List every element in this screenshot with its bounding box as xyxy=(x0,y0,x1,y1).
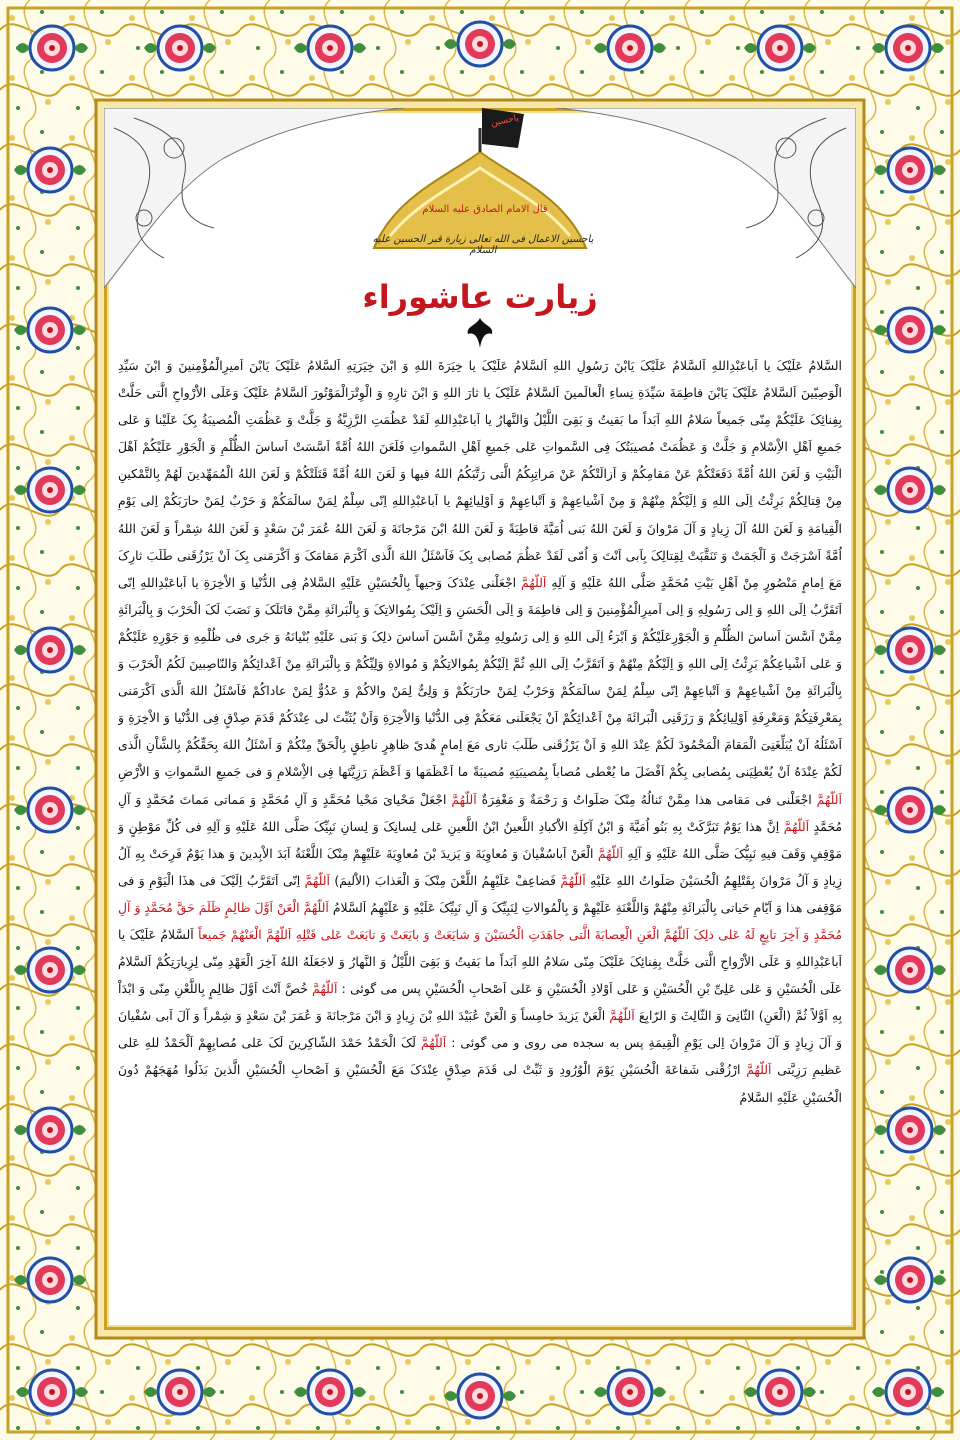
red-phrase: اَللّهُمَّ xyxy=(609,1008,635,1024)
text-segment: اَلسَّلامُ عَلَیْکَ یا اَباعَبْدِاللهِ وَ عَلَی الاَْرْواحِ الَّتی حَلَّتْ بِفِنائِکَ عَلَیْکَ مِنّی سَلامُ اللهِ اَبَداً ما بَقیتُ وَ بَقِیَ اللَّیْلُ وَ النَّهارُ وَ لاجَعَلَهُ اللهُ آخِرَ الْعَهْدِ مِنّی لِزِیارَتِکُمْ اَلسَّلامُ عَلَی الْحُسَیْنِ وَ عَلی عَلِیِّ بْنِ الْحُسَیْنِ وَ عَلی اَوْلادِ الْحُسَیْنِ وَ عَلی اَصْحابِ الْحُسَیْنِ xyxy=(118,926,842,997)
red-phrase: اَللّهُمَّ xyxy=(560,872,586,888)
text-segment: فَضاعِفْ عَلَیْهِمُ اللَّعْنَ مِنْکَ وَ الْعَذابَ (الاَْلیمَ) xyxy=(334,872,556,888)
dome-arc-caption: یاحسین الاعمال فی الله تعالی زیارة قبر الحسین علیه السلام xyxy=(372,234,594,256)
red-phrase: اَللّهُمَّ xyxy=(783,818,810,834)
text-segment: لَکَ الْحَمْدُ حَمْدَ الشّاکِرینَ لَکَ عَلی مُصابِهِمْ اَلْحَمْدُ للهِ عَلی عَظیمِ رَزِیَّتی xyxy=(118,1035,842,1078)
text-segment: اِنَّ هذا یَوْمٌ تَبَرَّکَتْ بِهِ بَنُو اُمَیَّةَ وَ ابْنُ آکِلَةِ الاَْکبادِ اللَّعینُ ابْنُ اللَّعینِ عَلی لِسانِکَ وَ لِسانِ نَبِیِّکَ صَلَّی اللهُ عَلَیْهِ وَ آلِهِ فی کُلِّ مَوْطِنٍ وَ مَوْقِفٍ وَقَفَ فیهِ نَبِیُّکَ صَلَّی اللهُ عَلَیْهِ وَ آلِهِ xyxy=(118,818,842,861)
red-phrase: اَللّهُمَّ xyxy=(597,845,624,861)
red-phrase: اَللّهُمَّ xyxy=(451,791,477,807)
narrator-caption: قال الامام الصادق علیه السلام xyxy=(422,204,548,215)
text-segment: اجْعَلْنی عِنْدَکَ وَجیهاً بِالْحُسَیْنِ عَلَیْهِ السَّلامُ فِی الدُّنْیا وَ الاْخِرَةِ یا اَباعَبْدِاللهِ اِنّی اَتَقَرَّبُ اِلَی اللهِ وَ اِلی رَسُولِهِ وَ اِلی اَمیرِالْمُؤْمِنینَ وَ اِلی فاطِمَةَ وَ اِلَی الْحَسَنِ وَ اِلَیْکَ بِمُوالاتِکَ وَ بِالْبَرائَةِ مِمَّنْ قاتَلَکَ وَ نَصَبَ لَکَ الْحَرْبَ وَ بِالْبَرائَةِ مِمَّنْ اَسَّسَ اَساسَ الظُّلْمِ وَ الْجَوْرِعَلَیْکُمْ وَ اَبْرَءُ اِلَی اللهِ وَ اِلی رَسُولِهِ مِمَّنْ اَسَّسَ اَساسَ ذلِکَ وَ بَنی عَلَیْهِ بُنْیانَهُ وَ جَری فی ظُلْمِهِ وَ جَوْرِهِ عَلَیْکُمْ وَ عَلی اَشْیاعِکُمْ بَرِئْتُ اِلَی اللهِ وَ اِلَیْکُمْ مِنْهُمْ وَ اَتَقَرَّبُ اِلَی اللهِ ثُمَّ اِلَیْکُمْ بِمُوالاتِکُمْ وَ مُوالاةِ وَلِیِّکُمْ وَ بِالْبَرائَةِ مِنْ اَعْدائِکُمْ وَالنّاصِبینَ لَکُمُ الْحَرْبَ وَ بِالْبَرائَةِ مِنْ اَشْیاعِهِمْ وَ اَتْباعِهِمْ اِنّی سِلْمٌ لِمَنْ سالَمَکُمْ وَحَرْبٌ لِمَنْ حارَبَکُمْ وَ وَلِیٌّ لِمَنْ والاکُمْ وَ عَدُوٌّ لِمَنْ عاداکُمْ فَاَسْئَلُ اللهَ الَّذی اَکْرَمَنی بِمَعْرِفَتِکُمْ وَمَعْرِفَةِ اَوْلِیائِکُمْ وَ رَزَقَنِی الْبَرائَةَ مِنْ اَعْدائِکُمْ اَنْ یَجْعَلَنی مَعَکُمْ فِی الدُّنْیا وَالاْخِرَةِ وَاَنْ یُثَبِّتَ لی عِنْدَکُمْ قَدَمَ صِدْقٍ فِی الدُّنْیا وَ الاْخِرَةِ وَ اَسْئَلُهُ اَنْ یُبَلِّغَنِیَ الْمَقامَ الْمَحْمُودَ لَکُمْ عِنْدَ اللهِ وَ اَنْ یَرْزُقَنی طَلَبَ ثاری مَعَ اِمامٍ هُدیً ظاهِرٍ ناطِقٍ بِالْحَقِّ مِنْکُمْ وَ اَسْئَلُ اللهَ بِحَقِّکُمْ بِالشَّاْنِ الَّذی لَکُمْ عِنْدَهُ اَنْ یُعْطِیَنی بِمُصابی بِکُمْ اَفْضَلَ ما یُعْطی مُصاباً بِمُصیبَتِهِ مُصیبَةً ما اَعْظَمَها وَ اَعْظَمَ رَزِیَّتَها فِی الاِْسْلامِ وَ فی جَمیعِ السَّمواتِ وَ الاَْرْضِ xyxy=(118,574,842,780)
text-segment: خُصَّ اَنْتَ اَوَّلَ ظالِمٍ بِاللَّعْنِ مِنّی وَ ابْدَاْ بِهِ اَوَّلاً ثُمَّ (الْعَنِ) الثّانِیَ وَ الثّالِثَ وَ الرّابِعَ xyxy=(118,981,842,1024)
text-segment: الْعَنْ یَزیدَ خامِساً وَ الْعَنْ عُبَیْدَ اللهِ بْنَ زِیادٍ وَ ابْنَ مَرْجانَةَ وَ عُمَرَ بْنَ سَعْدٍ وَ شِمْراً وَ آلَ اَبی سُفْیانَ وَ آلَ زِیادٍ وَ آلَ مَرْوانَ اِلی یَوْمِ الْقِیمَةِ xyxy=(118,1008,842,1051)
red-phrase: اَللّهُمَّ الْعَنْ اَوَّلَ ظالِمٍ ظَلَمَ حَقَّ مُحَمَّدٍ وَ آلِ مُحَمَّدٍ وَ آخِرَ تابِعٍ لَهُ عَلی ذلِکَ اَللّهُمَّ الْعَنِ الْعِصابَةَ الَّتی جاهَدَتِ الْحُسَیْنَ وَ شایَعَتْ وَ بایَعَتْ وَ تابَعَتْ عَلی قَتْلِهِ اَللّهُمَّ الْعَنْهُمْ جَمیعاً xyxy=(118,899,842,942)
title-ornament-icon xyxy=(466,318,494,348)
text-segment: ارْزُقْنی شَفاعَةَ الْحُسَیْنِ یَوْمَ الْوُرُودِ وَ ثَبِّتْ لی قَدَمَ صِدْقٍ عِنْدَکَ مَعَ الْحُسَیْنِ وَ اَصْحابِ الْحُسَیْنِ الَّذینَ بَذَلُوا مُهَجَهُمْ دُونَ الْحُسَیْنِ عَلَیْهِ السَّلامُ xyxy=(118,1062,842,1105)
red-phrase: اَللّهُمَّ xyxy=(312,981,338,997)
ziyarat-text xyxy=(118,352,842,1322)
text-segment: اِنّی اَتَقَرَّبُ اِلَیْکَ فی هذَا الْیَوْمِ وَ فی مَوْقِفی هذا وَ اَیّامِ حَیاتی بِالْبَرائَةِ مِنْهُمْ وَاللَّعْنَةِ عَلَیْهِمْ وَ بِالْمُوالاتِ لِنَبِیِّکَ وَ آلِ نَبِیِّکَ عَلَیْهِ وَ عَلَیْهِمُ اَلسَّلامُ xyxy=(118,872,842,915)
red-phrase: اَللّهُمَّ xyxy=(420,1035,447,1051)
text-segment: پس می گوئی : xyxy=(341,981,421,997)
flag-label: یاحسین xyxy=(490,113,520,129)
ziyarat-paragraph xyxy=(118,352,842,1111)
text-segment: السَّلامُ عَلَیْکَ یا اَباعَبْدِاللهِ اَلسَّلامُ عَلَیْکَ یَابْنَ رَسُولِ اللهِ اَلسَّلامُ عَلَیْکَ یا خِیَرَةَ اللهِ وَ ابْنَ خِیَرَتِهِ اَلسَّلامُ عَلَیْکَ یَابْنَ اَمیرِالْمُؤْمِنینَ وَ ابْنَ سَیِّدِ الْوَصِیّینَ اَلسَّلامُ عَلَیْکَ یَابْنَ فاطِمَةَ سَیِّدَةِ نِساءِ الْعالَمینَ اَلسَّلامُ عَلَیْکَ یا ثارَ اللهِ وَ ابْنَ ثارِهِ وَ الْوِتْرَالْمَوْتُورَ اَلسَّلامُ عَلَیْکَ وَعَلَی الاَْرْواحِ الَّتی حَلَّتْ بِفِنائِکَ عَلَیْکُمْ مِنّی جَمیعاً سَلامُ اللهِ اَبَداً ما بَقیتُ وَ بَقِیَ اللَّیْلُ وَالنَّهارُ یا اَباعَبْدِاللهِ لَقَدْ عَظُمَتِ الرَّزِیَّةُ وَ جَلَّتْ وَ عَظُمَتِ الْمُصیبَةُ بِکَ عَلَیْنا وَ عَلی جَمیعِ اَهْلِ الاِْسْلامِ وَ جَلَّتْ وَ عَظُمَتْ مُصیبَتُکَ فِی السَّمواتِ عَلی جَمیعِ اَهْلِ السَّمواتِ فَلَعَنَ اللهُ اُمَّةً اَسَّسَتْ اَساسَ الظُّلْمِ وَ الْجَوْرِ عَلَیْکُمْ اَهْلَ الْبَیْتِ وَ لَعَنَ اللهُ اُمَّةً دَفَعَتْکُمْ عَنْ مَقامِکُمْ وَ اَزالَتْکُمْ عَنْ مَراتِبِکُمُ الَّتی رَتَّبَکُمُ اللهُ فیها وَ لَعَنَ اللهُ اُمَّةً قَتَلَتْکُمْ وَ لَعَنَ اللهُ الْمُمَهِّدینَ لَهُمْ بِالتَّمْکینِ مِنْ قِتالِکُمْ بَرِئْتُ اِلَی اللهِ وَ اِلَیْکُمْ مِنْهُمْ وَ مِنْ اَشْیاعِهِمْ وَ اَتْباعِهِمْ وَ اَوْلِیائِهِمْ یا اَباعَبْدِاللهِ اِنّی سِلْمٌ لِمَنْ سالَمَکُمْ وَ حَرْبٌ لِمَنْ حارَبَکُمْ اِلی یَوْمِ الْقِیامَةِ وَ لَعَنَ اللهُ آلَ زِیادٍ وَ آلَ مَرْوانَ وَ لَعَنَ اللهُ بَنی اُمَیَّةَ قاطِبَةً وَ لَعَنَ اللهُ ابْنَ مَرْجانَةَ وَ لَعَنَ اللهُ عُمَرَ بْنَ سَعْدٍ وَ لَعَنَ اللهُ شِمْراً وَ لَعَنَ اللهُ اُمَّةً اَسْرَجَتْ وَ اَلْجَمَتْ وَ تَنَقَّبَتْ لِقِتالِکَ بِاَبی اَنْتَ وَ اُمّی لَقَدْ عَظُمَ مُصابی بِکَ فَاَسْئَلُ اللهَ الَّذی اَکْرَمَ مَقامَکَ وَ اَکْرَمَنی بِکَ اَنْ یَرْزُقَنی طَلَبَ ثارِکَ مَعَ اِمامٍ مَنْصُورٍ مِنْ اَهْلِ بَیْتِ مُحَمَّدٍ صَلَّی اللهُ عَلَیْهِ وَ آلِهِ xyxy=(118,358,842,590)
text-segment: اجْعَلْنی فی مَقامی هذا مِمَّنْ تَنالُهُ مِنْکَ صَلَواتٌ وَ رَحْمَةٌ وَ مَغْفِرَةٌ xyxy=(481,791,812,807)
text-segment: الْعَنْ اَباسُفْیانَ وَ مُعاوِیَةَ وَ یَزیدَ بْنَ مُعاوِیَةَ عَلَیْهِمْ مِنْکَ اللَّعْنَةُ اَبَدَ الاْبِدینَ وَ هذا یَوْمٌ فَرِحَتْ بِهِ آلُ زِیادٍ وَ آلُ مَرْوانَ بِقَتْلِهِمُ الْحُسَیْنَ صَلَواتُ اللهِ عَلَیْهِ xyxy=(118,845,842,888)
red-phrase: اَللّهُمَّ xyxy=(746,1062,772,1078)
page-title: زیارت عاشوراء xyxy=(362,278,598,316)
red-phrase: اَللّهُمَّ xyxy=(304,872,330,888)
text-segment: اجْعَلْ مَحْیایَ مَحْیا مُحَمَّدٍ وَ آلِ مُحَمَّدٍ وَ مَماتی مَماتَ مُحَمَّدٍ وَ آلِ مُحَمَّدٍ xyxy=(118,791,842,834)
red-phrase: اَللّهُمَّ xyxy=(521,574,547,590)
text-segment: پس به سجده می روی و می گوئی : xyxy=(451,1035,644,1051)
red-phrase: اَللّهُمَّ xyxy=(816,791,842,807)
